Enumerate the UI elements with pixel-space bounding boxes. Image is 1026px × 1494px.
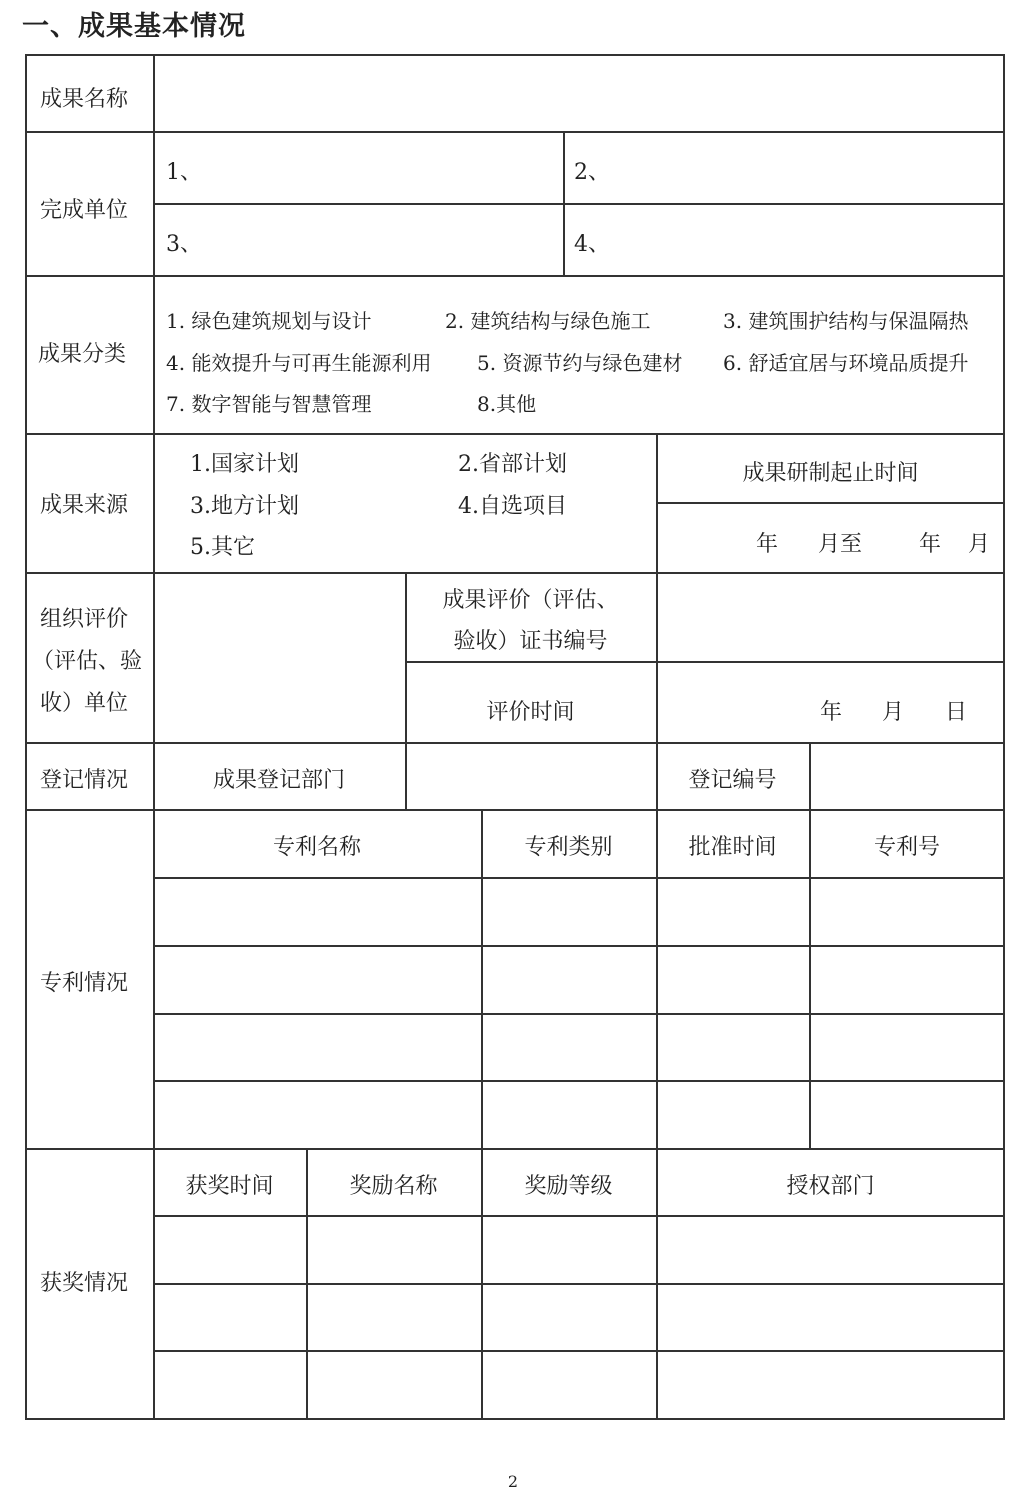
- category-option: 7. 数字智能与智慧管理: [166, 392, 372, 416]
- eval-time-year: 年: [820, 700, 843, 725]
- eval-time-label: 评价时间: [486, 700, 575, 725]
- award-row-divider: [153, 1283, 1005, 1285]
- category-option: 2. 建筑结构与绿色施工: [445, 309, 651, 333]
- label-eval-org-line1: 组织评价: [40, 607, 129, 632]
- patent-header-name: 专利名称: [272, 835, 361, 860]
- source-option: 4.自选项目: [458, 494, 567, 519]
- award-header-name: 奖励名称: [349, 1174, 438, 1199]
- award-row-divider: [153, 1215, 1005, 1217]
- award-header-time: 获奖时间: [185, 1174, 274, 1199]
- label-award: 获奖情况: [40, 1271, 129, 1296]
- unit-1: 1、: [166, 160, 202, 185]
- border-top: [25, 54, 1005, 56]
- dev-period-year-start: 年: [756, 532, 779, 557]
- label-patent: 专利情况: [40, 971, 129, 996]
- eval-divider: [405, 661, 1005, 663]
- category-option: 1. 绿色建筑规划与设计: [166, 309, 372, 333]
- dev-period-year-end: 年: [919, 532, 942, 557]
- section-title: 一、成果基本情况: [22, 11, 246, 42]
- row-divider: [25, 809, 1005, 811]
- category-option: 6. 舒适宜居与环境品质提升: [723, 351, 969, 375]
- patent-row-divider: [153, 1080, 1005, 1082]
- award-header-level: 奖励等级: [524, 1174, 613, 1199]
- eval-cert-label-line1: 成果评价（评估、: [442, 588, 619, 613]
- unit-3: 3、: [166, 232, 202, 257]
- registration-number-label: 登记编号: [688, 768, 777, 793]
- source-option: 5.其它: [190, 535, 255, 560]
- label-category: 成果分类: [38, 342, 127, 367]
- category-option: 8.其他: [477, 392, 537, 416]
- patent-row-divider: [153, 877, 1005, 879]
- units-divider: [563, 131, 565, 276]
- label-eval-org-line2: （评估、验: [32, 649, 143, 674]
- label-completion-units: 完成单位: [40, 198, 129, 223]
- patent-row-divider: [153, 1013, 1005, 1015]
- eval-cert-label-line2: 验收）证书编号: [453, 629, 608, 654]
- source-option: 2.省部计划: [458, 452, 567, 477]
- award-header-authority: 授权部门: [786, 1174, 875, 1199]
- dev-period-label: 成果研制起止时间: [742, 461, 919, 486]
- source-option: 3.地方计划: [190, 494, 299, 519]
- category-option: 3. 建筑围护结构与保温隔热: [723, 309, 969, 333]
- border-left: [25, 54, 27, 1420]
- row-divider: [25, 742, 1005, 744]
- award-row-divider: [153, 1350, 1005, 1352]
- unit-4: 4、: [574, 232, 610, 257]
- registration-dept-label: 成果登记部门: [212, 768, 345, 793]
- label-registration: 登记情况: [40, 768, 129, 793]
- eval-time-day: 日: [945, 700, 968, 725]
- dev-period-month-end: 月: [968, 532, 991, 557]
- registration-divider: [809, 742, 811, 810]
- category-option: 5. 资源节约与绿色建材: [477, 351, 683, 375]
- row-divider: [25, 572, 1005, 574]
- source-option: 1.国家计划: [190, 452, 299, 477]
- source-divider: [656, 502, 1005, 504]
- patent-header-number: 专利号: [873, 835, 940, 860]
- eval-time-month: 月: [882, 700, 905, 725]
- page-number: 2: [507, 1472, 519, 1491]
- label-eval-org-line3: 收）单位: [40, 691, 129, 716]
- label-source: 成果来源: [40, 493, 129, 518]
- patent-header-type: 专利类别: [524, 835, 613, 860]
- border-bottom: [25, 1418, 1005, 1420]
- row-divider: [25, 1148, 1005, 1150]
- patent-row-divider: [153, 945, 1005, 947]
- units-divider: [153, 203, 1005, 205]
- patent-header-approval-time: 批准时间: [688, 835, 777, 860]
- dev-period-month-to: 月至: [818, 532, 863, 557]
- category-option: 4. 能效提升与可再生能源利用: [166, 351, 432, 375]
- row-divider: [25, 131, 1005, 133]
- row-divider: [25, 275, 1005, 277]
- row-divider: [25, 433, 1005, 435]
- label-achievement-name: 成果名称: [40, 87, 129, 112]
- unit-2: 2、: [574, 160, 610, 185]
